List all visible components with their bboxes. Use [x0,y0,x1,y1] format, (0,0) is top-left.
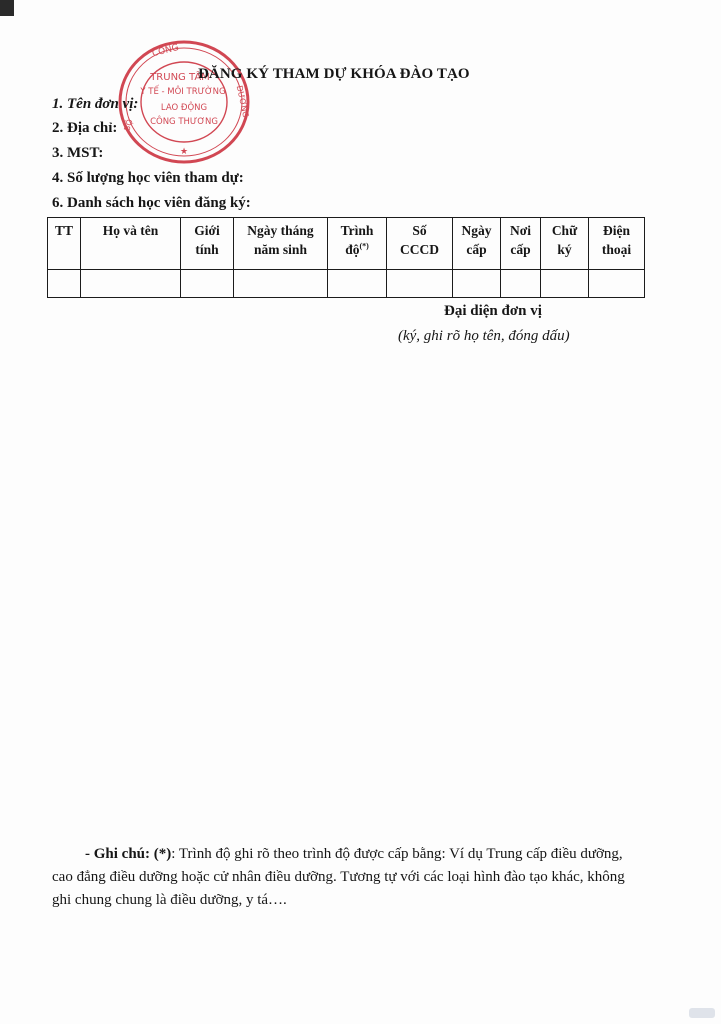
header-issue-date: Ngày cấp [453,218,501,270]
header-issue-place: Nơi cấp [501,218,541,270]
field-trainee-list: 6. Danh sách học viên đăng ký: [52,195,251,211]
representative-instruction: (ký, ghi rõ họ tên, đóng dấu) [398,328,570,344]
field-tax-code: 3. MST: [52,145,104,161]
table-cell [453,270,501,298]
header-qualification: Trình độ(*) [328,218,387,270]
stamp-arc-right: DƯƠNG [234,84,251,119]
footnote-text: : Trình độ ghi rõ theo trình độ được cấp bằng: Ví dụ Trung cấp điều dưỡng, cao đẳng điều dưỡng hoặc cử nhân điều dưỡng. Tương tự với các loại hình đào tạo khác, không ghi chung chung là điều dưỡng, y tá…. [52,846,625,908]
header-tt: TT [48,218,81,270]
form-title: ĐĂNG KÝ THAM DỰ KHÓA ĐÀO TẠO [198,66,470,82]
header-full-name: Họ và tên [81,218,181,270]
field-unit-name: 1. Tên đơn vị: [52,96,139,112]
table-row [48,270,645,298]
field-participant-count: 4. Số lượng học viên tham dự: [52,170,244,186]
representative-label: Đại diện đơn vị [444,303,542,319]
footnote [52,843,642,912]
watermark-logo [689,1008,715,1018]
table-cell [48,270,81,298]
stamp-line-4: CÔNG THƯƠNG [150,117,218,127]
table-cell [181,270,234,298]
header-signature: Chữ ký [541,218,589,270]
stamp-line-2: Y TẾ - MÔI TRƯỜNG [140,87,226,97]
stamp-line-1: TRUNG TÂM [150,72,210,83]
footnote-prefix: - Ghi chú: (*) [85,846,172,862]
field-address: 2. Địa chỉ: [52,120,118,136]
table-cell [541,270,589,298]
table-cell [234,270,328,298]
table-cell [81,270,181,298]
stamp-arc-left: BỘ [122,118,135,133]
header-phone: Điện thoại [589,218,645,270]
table-cell [589,270,645,298]
registration-table [47,217,645,298]
stamp-line-3: LAO ĐỘNG [160,103,208,113]
header-id-number: Số CCCD [387,218,453,270]
table-cell [501,270,541,298]
scan-corner-mark [0,0,14,16]
table-cell [328,270,387,298]
stamp-arc-top: CÔNG [151,42,180,60]
header-birth-date: Ngày tháng năm sinh [234,218,328,270]
header-gender: Giới tính [181,218,234,270]
table-header-row [48,218,645,270]
stamp-star-icon: ★ [179,147,189,157]
table-cell [387,270,453,298]
